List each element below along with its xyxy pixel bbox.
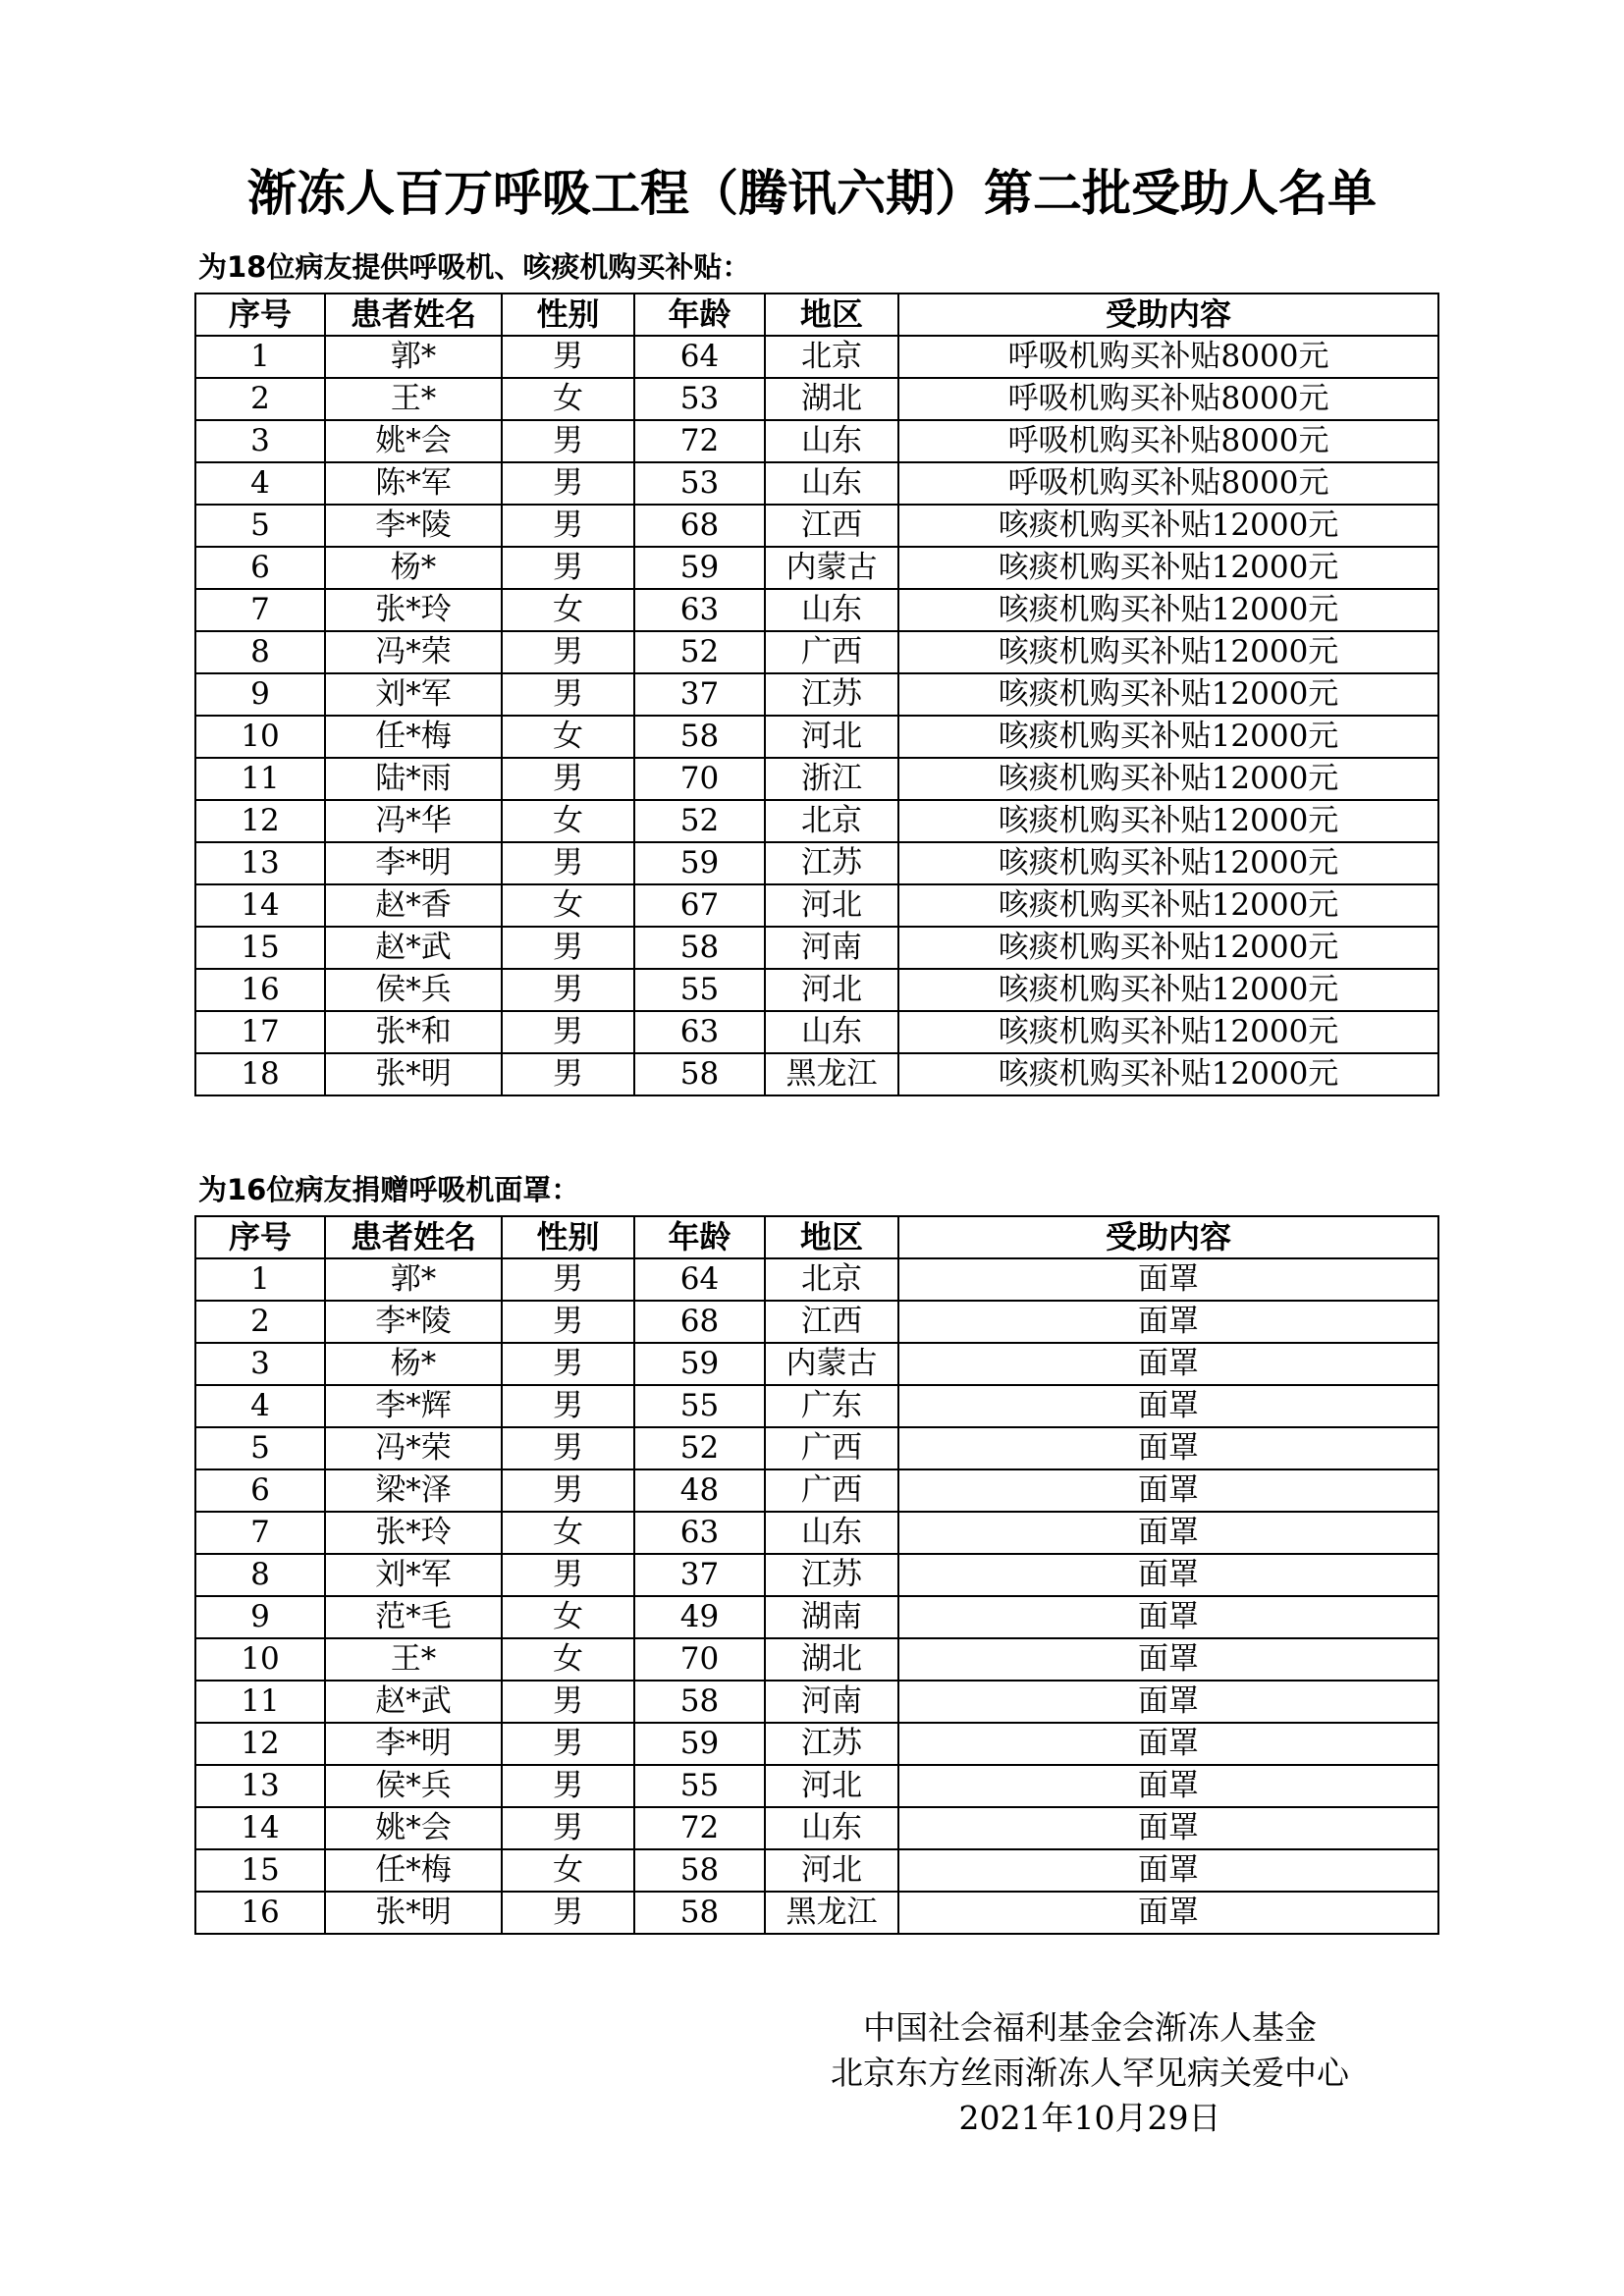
cell-aid-content: 面罩 [898,1638,1438,1681]
cell-index: 9 [195,1596,325,1638]
cell-gender: 男 [502,336,634,378]
cell-region: 江西 [765,505,898,547]
cell-index: 11 [195,1681,325,1723]
cell-index: 10 [195,1638,325,1681]
col-header-aid: 受助内容 [898,294,1438,336]
cell-region: 山东 [765,1512,898,1554]
cell-patient-name: 冯*荣 [325,631,502,673]
cell-region: 河南 [765,927,898,969]
table-row [195,631,1438,673]
table-row [195,420,1438,462]
mask-table [194,1215,1439,1935]
cell-gender: 女 [502,800,634,842]
cell-patient-name: 张*玲 [325,1512,502,1554]
cell-index: 16 [195,1892,325,1934]
cell-gender: 男 [502,758,634,800]
cell-region: 广东 [765,1385,898,1427]
cell-index: 15 [195,1849,325,1892]
cell-region: 内蒙古 [765,1343,898,1385]
cell-age: 58 [634,716,765,758]
cell-region: 江苏 [765,842,898,884]
cell-gender: 男 [502,1011,634,1053]
cell-region: 内蒙古 [765,547,898,589]
cell-aid-content: 呼吸机购买补贴8000元 [898,462,1438,505]
cell-aid-content: 呼吸机购买补贴8000元 [898,378,1438,420]
col-header-gender: 性别 [502,294,634,336]
cell-region: 山东 [765,462,898,505]
table-header-row [195,1216,1438,1258]
cell-patient-name: 李*明 [325,1723,502,1765]
footer-org-1: 中国社会福利基金会渐冻人基金 [863,2008,1317,2047]
table-row [195,1723,1438,1765]
cell-age: 58 [634,927,765,969]
cell-gender: 男 [502,1258,634,1301]
table-row [195,1053,1438,1095]
cell-gender: 男 [502,420,634,462]
cell-age: 55 [634,1765,765,1807]
cell-patient-name: 王* [325,1638,502,1681]
cell-patient-name: 张*和 [325,1011,502,1053]
table-row [195,547,1438,589]
cell-aid-content: 面罩 [898,1343,1438,1385]
cell-age: 63 [634,1011,765,1053]
cell-age: 52 [634,1427,765,1469]
table-row [195,1596,1438,1638]
cell-age: 55 [634,969,765,1011]
cell-aid-content: 面罩 [898,1892,1438,1934]
cell-aid-content: 面罩 [898,1385,1438,1427]
cell-patient-name: 赵*武 [325,927,502,969]
table-row [195,716,1438,758]
cell-gender: 男 [502,927,634,969]
table-row [195,1011,1438,1053]
cell-region: 山东 [765,1807,898,1849]
cell-age: 63 [634,589,765,631]
cell-aid-content: 面罩 [898,1807,1438,1849]
cell-gender: 女 [502,1512,634,1554]
cell-age: 59 [634,547,765,589]
cell-aid-content: 面罩 [898,1723,1438,1765]
cell-age: 59 [634,842,765,884]
cell-index: 2 [195,1301,325,1343]
table-row [195,589,1438,631]
col-header-index: 序号 [195,294,325,336]
cell-aid-content: 呼吸机购买补贴8000元 [898,336,1438,378]
cell-age: 64 [634,336,765,378]
col-header-aid: 受助内容 [898,1216,1438,1258]
cell-patient-name: 李*陵 [325,505,502,547]
cell-age: 59 [634,1343,765,1385]
cell-gender: 女 [502,1849,634,1892]
cell-age: 48 [634,1469,765,1512]
cell-region: 山东 [765,420,898,462]
cell-region: 广西 [765,631,898,673]
cell-region: 黑龙江 [765,1053,898,1095]
cell-gender: 男 [502,1469,634,1512]
cell-age: 58 [634,1892,765,1934]
cell-index: 5 [195,1427,325,1469]
cell-index: 12 [195,800,325,842]
cell-index: 10 [195,716,325,758]
table-row [195,1638,1438,1681]
cell-index: 1 [195,1258,325,1301]
cell-region: 河南 [765,1681,898,1723]
cell-age: 58 [634,1849,765,1892]
cell-patient-name: 郭* [325,336,502,378]
table-row [195,1301,1438,1343]
cell-gender: 男 [502,1385,634,1427]
table-row [195,1807,1438,1849]
cell-age: 59 [634,1723,765,1765]
cell-gender: 男 [502,1892,634,1934]
cell-aid-content: 咳痰机购买补贴12000元 [898,716,1438,758]
table-row [195,927,1438,969]
cell-index: 13 [195,842,325,884]
cell-aid-content: 咳痰机购买补贴12000元 [898,758,1438,800]
cell-aid-content: 咳痰机购买补贴12000元 [898,842,1438,884]
col-header-age: 年龄 [634,1216,765,1258]
table-row [195,462,1438,505]
cell-patient-name: 陆*雨 [325,758,502,800]
table-row [195,1343,1438,1385]
cell-patient-name: 梁*泽 [325,1469,502,1512]
cell-age: 72 [634,420,765,462]
cell-aid-content: 咳痰机购买补贴12000元 [898,505,1438,547]
cell-gender: 男 [502,1554,634,1596]
col-header-name: 患者姓名 [325,294,502,336]
cell-region: 湖北 [765,1638,898,1681]
cell-gender: 男 [502,631,634,673]
footer-date: 2021年10月29日 [958,2099,1221,2137]
cell-patient-name: 侯*兵 [325,1765,502,1807]
col-header-region: 地区 [765,1216,898,1258]
table-row [195,378,1438,420]
col-header-name: 患者姓名 [325,1216,502,1258]
cell-age: 58 [634,1681,765,1723]
cell-gender: 男 [502,1427,634,1469]
table-row [195,969,1438,1011]
cell-age: 67 [634,884,765,927]
table-row [195,758,1438,800]
table-row [195,1385,1438,1427]
cell-index: 14 [195,884,325,927]
cell-region: 江苏 [765,673,898,716]
cell-region: 江苏 [765,1554,898,1596]
table-row [195,842,1438,884]
cell-index: 1 [195,336,325,378]
cell-aid-content: 面罩 [898,1427,1438,1469]
table-row [195,336,1438,378]
cell-patient-name: 冯*华 [325,800,502,842]
table-row [195,800,1438,842]
cell-patient-name: 刘*军 [325,673,502,716]
cell-region: 江西 [765,1301,898,1343]
cell-gender: 女 [502,378,634,420]
table-row [195,1765,1438,1807]
cell-gender: 男 [502,1053,634,1095]
cell-index: 4 [195,1385,325,1427]
cell-age: 72 [634,1807,765,1849]
cell-patient-name: 陈*军 [325,462,502,505]
table-row [195,1849,1438,1892]
cell-aid-content: 咳痰机购买补贴12000元 [898,884,1438,927]
cell-gender: 男 [502,462,634,505]
table-row [195,1512,1438,1554]
cell-patient-name: 张*明 [325,1053,502,1095]
cell-patient-name: 杨* [325,1343,502,1385]
cell-region: 山东 [765,1011,898,1053]
col-header-age: 年龄 [634,294,765,336]
subsidy-table-body [195,336,1438,1095]
cell-patient-name: 李*辉 [325,1385,502,1427]
cell-aid-content: 面罩 [898,1849,1438,1892]
table-row [195,1554,1438,1596]
cell-region: 广西 [765,1427,898,1469]
cell-region: 山东 [765,589,898,631]
col-header-index: 序号 [195,1216,325,1258]
cell-gender: 男 [502,1723,634,1765]
cell-aid-content: 呼吸机购买补贴8000元 [898,420,1438,462]
cell-aid-content: 咳痰机购买补贴12000元 [898,631,1438,673]
cell-region: 北京 [765,336,898,378]
cell-gender: 男 [502,1765,634,1807]
cell-index: 11 [195,758,325,800]
cell-aid-content: 咳痰机购买补贴12000元 [898,1053,1438,1095]
cell-aid-content: 面罩 [898,1554,1438,1596]
cell-age: 49 [634,1596,765,1638]
cell-patient-name: 侯*兵 [325,969,502,1011]
table-row [195,1258,1438,1301]
cell-age: 37 [634,673,765,716]
cell-gender: 女 [502,884,634,927]
cell-patient-name: 任*梅 [325,716,502,758]
subsidy-table [194,293,1439,1096]
cell-age: 70 [634,1638,765,1681]
cell-age: 52 [634,800,765,842]
cell-age: 70 [634,758,765,800]
cell-index: 9 [195,673,325,716]
cell-patient-name: 张*玲 [325,589,502,631]
cell-index: 15 [195,927,325,969]
footer-org-2: 北京东方丝雨渐冻人罕见病关爱中心 [831,2054,1349,2092]
cell-aid-content: 面罩 [898,1765,1438,1807]
cell-gender: 男 [502,1343,634,1385]
cell-region: 北京 [765,1258,898,1301]
cell-index: 6 [195,1469,325,1512]
table-row [195,505,1438,547]
cell-region: 河北 [765,969,898,1011]
cell-index: 5 [195,505,325,547]
cell-region: 北京 [765,800,898,842]
cell-patient-name: 冯*荣 [325,1427,502,1469]
cell-index: 14 [195,1807,325,1849]
cell-region: 湖北 [765,378,898,420]
cell-patient-name: 杨* [325,547,502,589]
cell-region: 广西 [765,1469,898,1512]
cell-patient-name: 刘*军 [325,1554,502,1596]
cell-age: 68 [634,505,765,547]
cell-index: 12 [195,1723,325,1765]
cell-aid-content: 咳痰机购买补贴12000元 [898,589,1438,631]
cell-region: 湖南 [765,1596,898,1638]
cell-gender: 男 [502,1807,634,1849]
table-row [195,1681,1438,1723]
table-row [195,884,1438,927]
cell-aid-content: 咳痰机购买补贴12000元 [898,969,1438,1011]
cell-aid-content: 面罩 [898,1681,1438,1723]
cell-index: 8 [195,1554,325,1596]
cell-age: 53 [634,378,765,420]
cell-index: 6 [195,547,325,589]
cell-patient-name: 李*明 [325,842,502,884]
section1-heading: 为18位病友提供呼吸机、咳痰机购买补贴： [198,250,751,284]
table-row [195,1469,1438,1512]
cell-region: 河北 [765,716,898,758]
cell-index: 7 [195,1512,325,1554]
document-title: 渐冻人百万呼吸工程（腾讯六期）第二批受助人名单 [247,165,1377,222]
cell-region: 河北 [765,884,898,927]
cell-aid-content: 咳痰机购买补贴12000元 [898,800,1438,842]
cell-region: 河北 [765,1849,898,1892]
cell-aid-content: 咳痰机购买补贴12000元 [898,1011,1438,1053]
cell-gender: 女 [502,716,634,758]
cell-aid-content: 咳痰机购买补贴12000元 [898,927,1438,969]
cell-age: 64 [634,1258,765,1301]
cell-aid-content: 面罩 [898,1258,1438,1301]
mask-table-body [195,1258,1438,1934]
cell-gender: 男 [502,505,634,547]
cell-aid-content: 面罩 [898,1301,1438,1343]
table-row [195,673,1438,716]
cell-gender: 男 [502,1681,634,1723]
cell-gender: 男 [502,969,634,1011]
col-header-gender: 性别 [502,1216,634,1258]
cell-index: 3 [195,1343,325,1385]
cell-index: 4 [195,462,325,505]
cell-age: 68 [634,1301,765,1343]
cell-gender: 男 [502,842,634,884]
cell-age: 53 [634,462,765,505]
cell-gender: 女 [502,1638,634,1681]
cell-gender: 女 [502,1596,634,1638]
cell-patient-name: 郭* [325,1258,502,1301]
cell-index: 17 [195,1011,325,1053]
cell-age: 63 [634,1512,765,1554]
cell-age: 52 [634,631,765,673]
cell-gender: 男 [502,673,634,716]
table-row [195,1427,1438,1469]
cell-patient-name: 姚*会 [325,420,502,462]
cell-region: 黑龙江 [765,1892,898,1934]
cell-aid-content: 面罩 [898,1469,1438,1512]
cell-patient-name: 姚*会 [325,1807,502,1849]
cell-gender: 男 [502,1301,634,1343]
cell-aid-content: 咳痰机购买补贴12000元 [898,673,1438,716]
col-header-region: 地区 [765,294,898,336]
cell-patient-name: 范*毛 [325,1596,502,1638]
cell-index: 3 [195,420,325,462]
cell-patient-name: 王* [325,378,502,420]
cell-index: 13 [195,1765,325,1807]
cell-index: 2 [195,378,325,420]
cell-index: 18 [195,1053,325,1095]
cell-aid-content: 面罩 [898,1596,1438,1638]
cell-patient-name: 张*明 [325,1892,502,1934]
cell-index: 7 [195,589,325,631]
cell-region: 河北 [765,1765,898,1807]
table-header-row [195,294,1438,336]
cell-patient-name: 赵*武 [325,1681,502,1723]
cell-index: 16 [195,969,325,1011]
cell-patient-name: 任*梅 [325,1849,502,1892]
cell-gender: 女 [502,589,634,631]
cell-region: 江苏 [765,1723,898,1765]
cell-index: 8 [195,631,325,673]
cell-age: 55 [634,1385,765,1427]
cell-patient-name: 李*陵 [325,1301,502,1343]
cell-age: 37 [634,1554,765,1596]
cell-aid-content: 咳痰机购买补贴12000元 [898,547,1438,589]
cell-age: 58 [634,1053,765,1095]
cell-aid-content: 面罩 [898,1512,1438,1554]
cell-gender: 男 [502,547,634,589]
cell-patient-name: 赵*香 [325,884,502,927]
cell-region: 浙江 [765,758,898,800]
table-row [195,1892,1438,1934]
section2-heading: 为16位病友捐赠呼吸机面罩： [198,1173,580,1206]
